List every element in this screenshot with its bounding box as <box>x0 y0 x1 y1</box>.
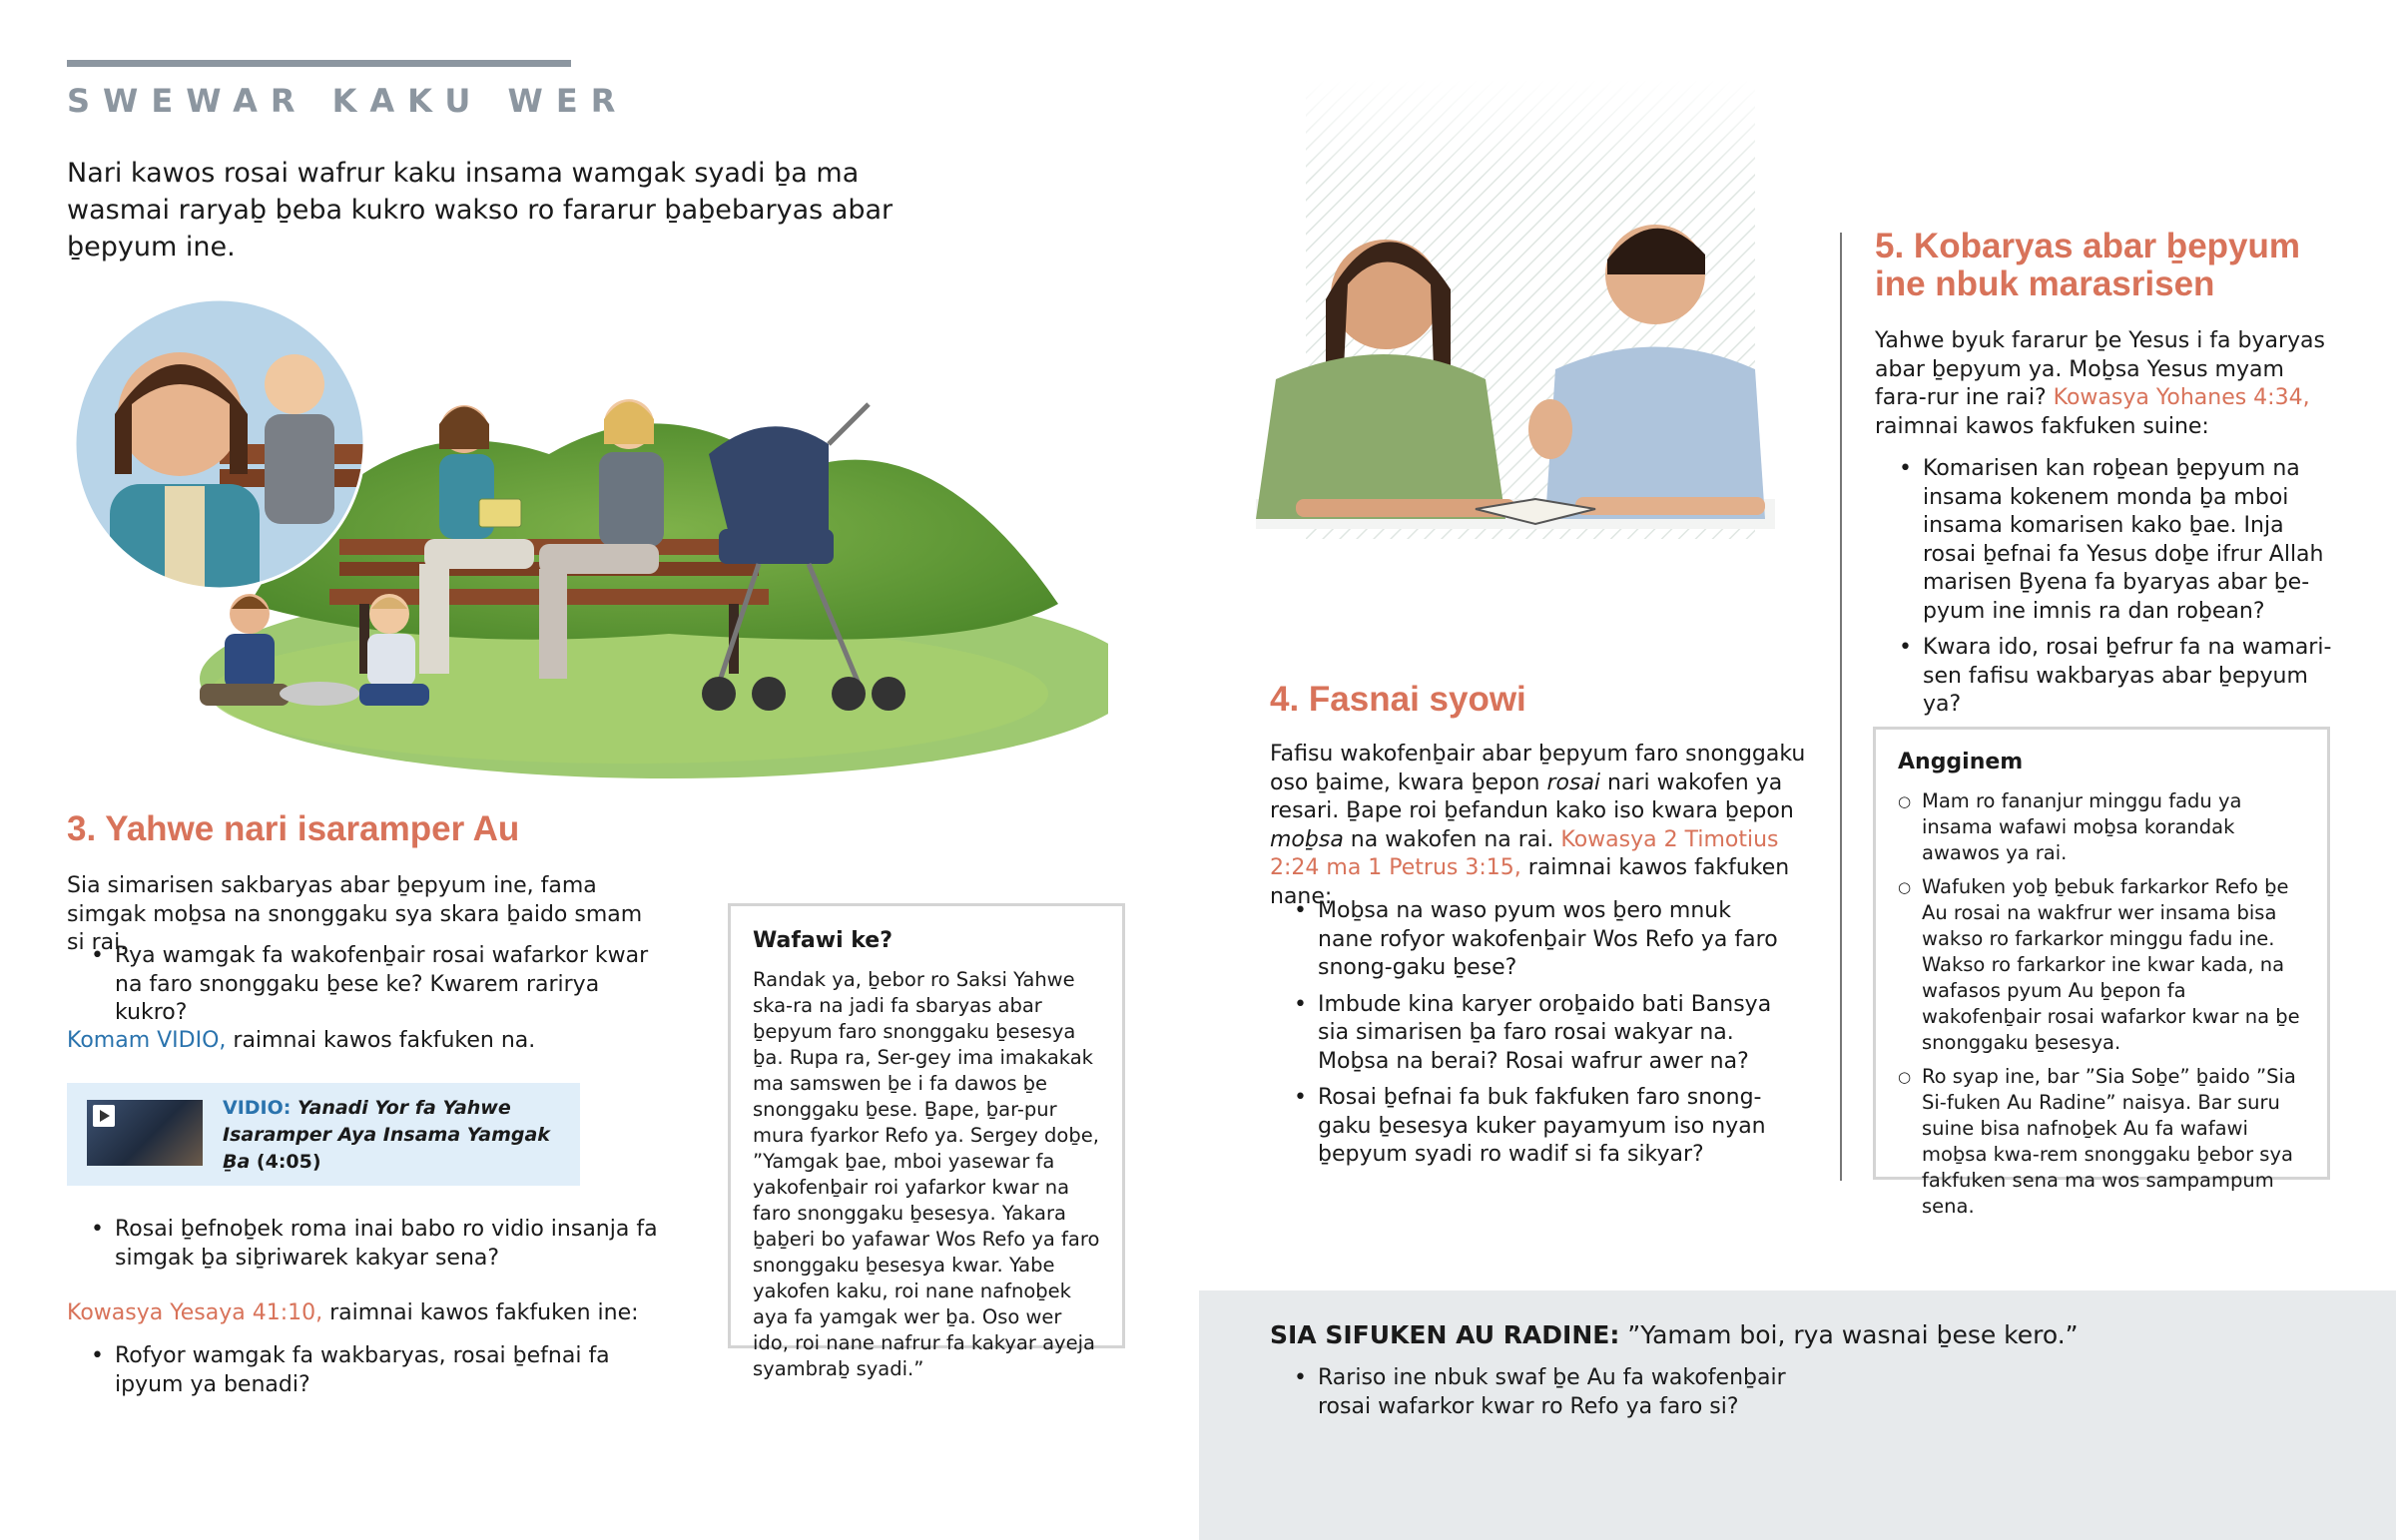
objection-bullets <box>1270 1364 1829 1421</box>
video-card[interactable] <box>67 1083 580 1186</box>
list-item: • Komarisen kan roḇean ḇepyum na insama kokenem monda ḇa mboi insama komarisen kako ḇae. Inja rosai ḇefnai fa Yesus doḇe ifrur Allah marisen Ḇyena fa byaryas abar ḇe-pyum ine imnis ra dan roḇean? <box>1875 455 2336 626</box>
wafawi-box <box>728 903 1125 1380</box>
angginem-list <box>1898 788 2305 1220</box>
para-text: Yahwe byuk fararur ḇe Yesus i fa byaryas abar ḇepyum ya. Moḇsa Yesus myam fara-rur ine rai? <box>1875 328 2325 410</box>
video-duration: (4:05) <box>250 1151 321 1173</box>
list-item: ○ Wafuken yoḇ ḇebuk farkarkor Refo ḇe Au rosai na wakfrur wer insama bisa wakso ro farkarkor minggu fadu ine. Wakso ro farkarkor ine kwar kada, na wafasos pyum Au ḇepon fa wakofenḇair rosai wafarkor kwar na ḇe snonggaku ḇesesya. <box>1898 874 2305 1056</box>
study-illustration <box>1256 80 1775 559</box>
section-4-paragraph <box>1270 741 1814 911</box>
scripture-prompt <box>67 1299 666 1328</box>
list-item: • Rosai ḇefnai fa buk fakfuken faro snong-gaku ḇesesya kuker payamyum iso nyan ḇepyum syadi ro wadif si fa sikyar? <box>1270 1084 1789 1170</box>
para-emphasis: moḇsa <box>1270 826 1344 852</box>
wafawi-body: Randak ya, ḇebor ro Saksi Yahwe ska-ra na jadi fa sbaryas abar ḇepyum faro snonggaku ḇesesya ḇa. Rupa ra, Ser-gey ima imakakak ma samswen ḇe i fa dawos ḇe snonggaku ḇese. Ḇape, ḇar-pur mura fyarkor Refo ya. Sergey doḇe, ”Yamgak ḇae, mboi yasewar fa yakofenḇair roi yafarkor kwar na faro snonggaku ḇesesya. Yakara ḇaḇeri bo yafawar Wos Refo ya faro snonggaku ḇesesya kwar. Yabe yakofen kaku, roi nane nafnoḇek aya fa yamgak wer ḇa. Oso wer ido, roi nane nafrur fa kakyar ayeja syambraḇ syadi.” <box>753 968 1100 1380</box>
wafawi-title: Wafawi ke? <box>753 928 893 953</box>
para-text: raimnai kawos fakfuken suine: <box>1875 413 2209 439</box>
objection-heading <box>1270 1319 2348 1351</box>
video-title[interactable]: Yanadi Yor fa Yahwe Isaramper Aya Insama Yamgak Ḇa <box>223 1097 550 1173</box>
angginem-box <box>1873 727 2330 1218</box>
play-icon[interactable] <box>93 1105 115 1127</box>
objection-quote: ”Yamam boi, rya wasnai ḇese kero.” <box>1619 1320 2079 1349</box>
scripture-link-john[interactable]: Kowasya Yohanes 4:34, <box>2053 385 2310 410</box>
list-item: • Rofyor wamgak fa wakbaryas, rosai ḇefnai fa ipyum ya benadi? <box>67 1342 666 1399</box>
section-3-title: 3. Yahwe nari isaramper Au <box>67 809 520 848</box>
para-text: Fafisu wakofenḇair abar ḇepyum faro snonggaku oso ḇaime, kwara ḇepon <box>1270 742 1806 795</box>
section-3-bullets-b <box>67 1216 666 1273</box>
section-4-title: 4. Fasnai syowi <box>1270 680 1526 719</box>
section-5-paragraph <box>1875 327 2334 441</box>
para-text: na wakofen na rai. <box>1343 826 1561 852</box>
list-item: • Rariso ine nbuk swaf ḇe Au fa wakofenḇair rosai wafarkor kwar ro Refo ya faro si? <box>1270 1364 1829 1421</box>
section-4-bullets <box>1270 897 1789 1170</box>
section-3-bullets-c <box>67 1342 666 1399</box>
scripture-prompt-text: raimnai kawos fakfuken ine: <box>322 1300 639 1325</box>
header-rule <box>67 60 571 67</box>
scripture-link-isaiah[interactable]: Kowasya Yesaya 41:10, <box>67 1300 323 1325</box>
para-text: nari wakofen ya resari. Ḇape roi ḇefandun kako iso kwara ḇepon <box>1270 770 1794 823</box>
para-text: raimnai kawos fakfuken nane: <box>1270 855 1790 909</box>
column-divider <box>1840 233 1842 1181</box>
video-thumbnail[interactable] <box>87 1100 203 1166</box>
park-scene-art <box>70 274 1108 793</box>
section-5-title: 5. Kobaryas abar ḇepyum ine nbuk marasrisen <box>1875 227 2300 303</box>
list-item: • Imbude kina karyer oroḇaido bati Bansya sia simarisen ḇa faro rosai wakyar na. Moḇsa na berai? Rosai wafrur awer na? <box>1270 991 1789 1077</box>
angginem-title: Angginem <box>1898 750 2024 774</box>
objection-label: SIA SIFUKEN AU RADINE: <box>1270 1320 1620 1349</box>
study-scene-art <box>1256 80 1775 559</box>
section-3-bullets-a <box>67 942 666 1028</box>
section-3-intro: Sia simarisen sakbaryas abar ḇepyum ine, fama simgak moḇsa na snonggaku sya skara ḇaido smam si rai. <box>67 873 643 955</box>
para-emphasis: rosai <box>1546 770 1601 795</box>
intro-paragraph: Nari kawos rosai wafrur kaku insama wamgak syadi ḇa ma wasmai raryaḇ ḇeba kukro wakso ro fararur ḇaḇebaryas abar ḇepyum ine. <box>67 158 894 262</box>
video-link[interactable]: Komam VIDIO, <box>67 1028 227 1053</box>
list-item: ○ Ro syap ine, bar ”Sia Soḇe” ḇaido ”Sia Si-fuken Au Radine” naisya. Bar suru suine bisa nafnoḇek Au fa wafawi moḇsa kwa-rem snonggaku ḇebor sya fakfuken sena ma wos sampampum sena. <box>1898 1064 2305 1220</box>
list-item: • Moḇsa na waso pyum wos ḇero mnuk nane rofyor wakofenḇair Wos Refo ya faro snong-gaku ḇese? <box>1270 897 1789 983</box>
scripture-link-timothy-peter[interactable]: Kowasya 2 Timotius 2:24 ma 1 Petrus 3:15, <box>1270 826 1779 880</box>
video-prompt <box>67 1027 666 1056</box>
list-item: • Rosai ḇefnoḇek roma inai babo ro vidio insanja fa simgak ḇa siḇriwarek kakyar sena? <box>67 1216 666 1273</box>
section-kicker: SWEWAR KAKU WER <box>67 82 629 120</box>
video-caption <box>223 1095 572 1176</box>
list-item: • Kwara ido, rosai ḇefrur fa na wamari-sen fafisu wakbaryas abar ḇepyum ya? <box>1875 634 2336 720</box>
section-5-bullets <box>1875 455 2336 720</box>
video-prompt-text: raimnai kawos fakfuken na. <box>226 1028 536 1053</box>
park-illustration <box>70 274 1108 793</box>
list-item: ○ Mam ro fananjur minggu fadu ya insama wafawi moḇsa korandak awawos ya rai. <box>1898 788 2305 866</box>
video-label: VIDIO: <box>223 1097 292 1119</box>
list-item: • Rya wamgak fa wakofenḇair rosai wafarkor kwar na faro snonggaku ḇese ke? Kwarem rarirya kukro? <box>67 942 666 1028</box>
